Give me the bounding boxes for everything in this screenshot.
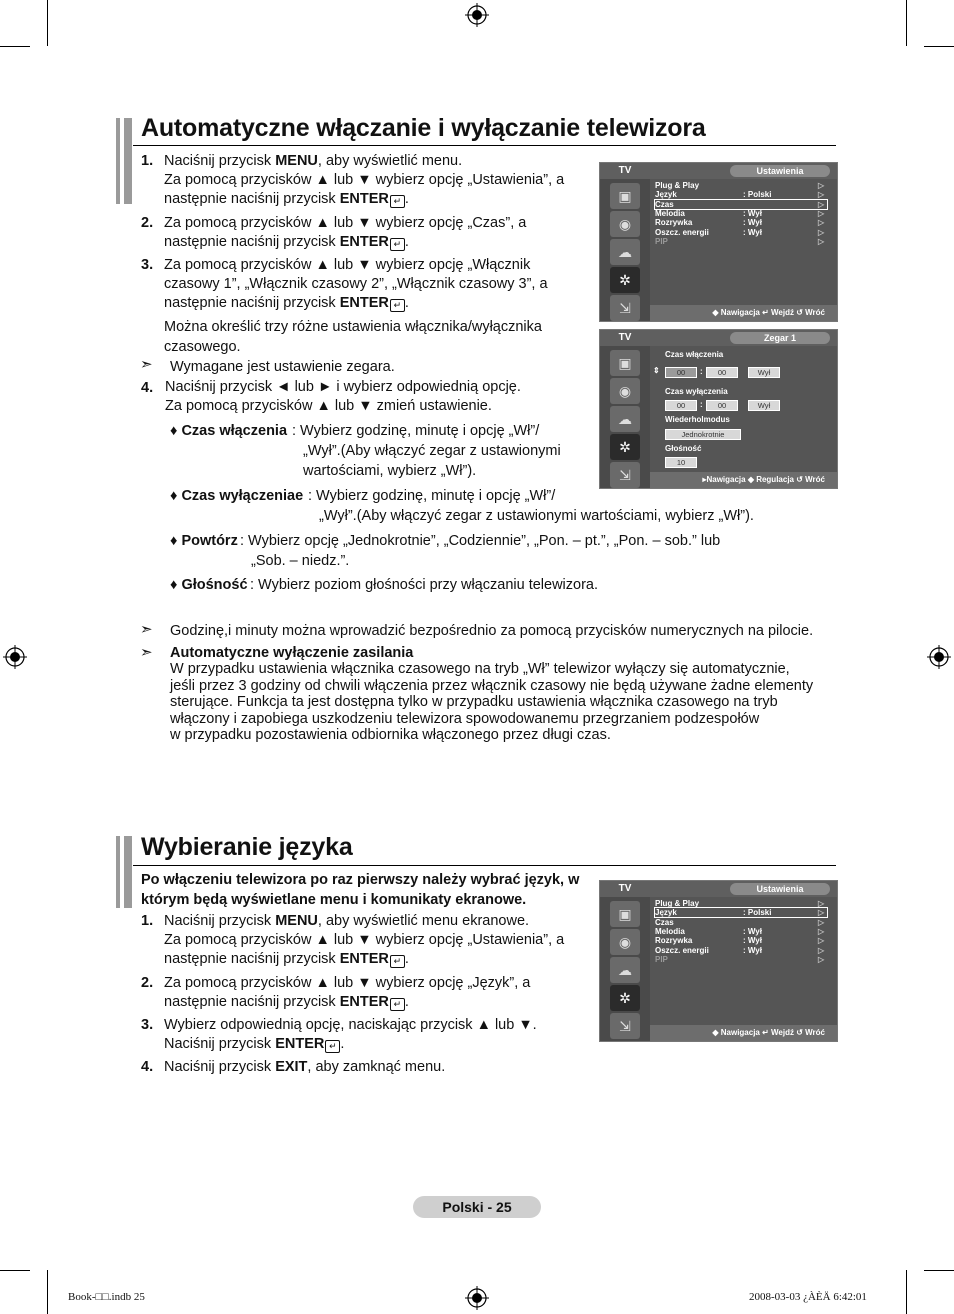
bullet-label: ♦ Czas wyłączeniae (170, 488, 304, 504)
osd-menu-item: Rozrywka : Wył ▷ (655, 936, 825, 946)
volume-value: 10 (665, 457, 697, 468)
crop-mark (924, 46, 954, 47)
timer-off-hour: 00 (665, 400, 697, 411)
sound-icon: ◉ (610, 929, 640, 955)
step-text: Za pomocą przycisków ▲ lub ▼ wybierz opcję „Czas”, a (164, 215, 527, 231)
bullet-text: „Wył”.(Aby włączyć zegar z ustawionymi wartościami, wybierz „Wł”). (319, 508, 754, 524)
note-arrow-icon: ➣ (140, 644, 153, 661)
step-text: następnie naciśnij przycisk ENTER ↵ . (164, 234, 409, 250)
osd-footer: ◆ Nawigacja ↵ Wejdź ↺ Wróć (650, 1025, 837, 1041)
osd-menu-item: Język : Polski ▷ (655, 908, 827, 917)
step-number: 1. (141, 913, 154, 929)
step-text: Za pomocą przycisków ▲ lub ▼ wybierz opcję „Język”, a (164, 975, 531, 991)
osd-menu-item: PIP ▷ (655, 954, 825, 964)
arrow-right-icon: ▷ (818, 236, 825, 246)
osd-title: Zegar 1 (730, 332, 830, 344)
osd-menu-item: Czas ▷ (655, 200, 827, 209)
note-text: Wymagane jest ustawienie zegara. (170, 359, 395, 375)
step-text: następnie naciśnij przycisk ENTER ↵ . (164, 191, 409, 207)
arrow-right-icon: ▷ (818, 908, 825, 918)
timer-on-label: Czas włączenia (665, 350, 724, 359)
channel-icon: ☁ (610, 239, 640, 265)
arrow-right-icon: ▷ (818, 899, 825, 908)
step-text: Naciśnij przycisk MENU, aby wyświetlić menu. (164, 153, 463, 169)
arrow-right-icon: ▷ (818, 954, 825, 964)
setup-icon: ✲ (610, 985, 640, 1011)
step-text: Wybierz odpowiednią opcję, naciskając przycisk ▲ lub ▼. (164, 1017, 537, 1033)
step-text: czasowy 1”, „Włącznik czasowy 2”, „Włącznik czasowy 3”, a (164, 276, 548, 292)
picture-icon: ▣ (610, 350, 640, 376)
note-text: jeśli przez 3 godziny od chwili włączenia przez włącznik czasowy nie będą używane żadne elementy (170, 677, 814, 694)
osd-menu-item: Melodia : Wył ▷ (655, 926, 825, 936)
timer-on-minute: 00 (706, 367, 738, 378)
bullet-text: : Wybierz poziom głośności przy włączaniu telewizora. (250, 577, 598, 593)
osd-title: Ustawienia (730, 165, 830, 177)
setup-icon: ✲ (610, 267, 640, 293)
osd-footer: ▸Nawigacja ◆ Regulacja ↺ Wróć (650, 472, 837, 488)
osd-timer-menu (599, 329, 838, 489)
bullet-text: „Sob. – niedz.”. (251, 553, 350, 569)
channel-icon: ☁ (610, 957, 640, 983)
timer-on-state: Wył (748, 367, 780, 378)
timer-off-minute: 00 (706, 400, 738, 411)
registration-mark-icon (3, 645, 27, 669)
crop-mark (47, 0, 48, 46)
note-text: w przypadku pozostawienia odbiornika włączonego przez długi czas. (170, 727, 611, 743)
osd-timer-panel: Czas włączenia ⇕ 00 : 00 Wył Czas wyłączenia 00 : 00 Wył Wiederholmodus Jednokrotnie Głośność 10 (650, 346, 837, 472)
crop-mark (0, 46, 30, 47)
osd-footer: ◆ Nawigacja ↵ Wejdź ↺ Wróć (650, 305, 837, 321)
intro-text: którym będą wyświetlane menu i komunikaty ekranowe. (141, 891, 527, 908)
bullet-text: wartościami, wybierz „Wł”). (303, 463, 477, 479)
arrow-right-icon: ▷ (818, 945, 825, 955)
section-rule (133, 865, 836, 866)
osd-menu-item: Rozrywka : Wył ▷ (655, 218, 825, 228)
note-arrow-icon: ➣ (140, 621, 153, 638)
timer-on-hour: 00 (665, 367, 697, 378)
step-text: Naciśnij przycisk EXIT, aby zamknąć menu. (164, 1059, 446, 1075)
osd-menu-item: Melodia : Wył ▷ (655, 208, 825, 218)
osd-tv-label: TV (600, 881, 650, 897)
sound-icon: ◉ (610, 378, 640, 404)
section-rule (133, 145, 836, 146)
bullet-label: ♦ Powtórz (170, 533, 238, 549)
bullet-label: ♦ Czas włączenia (170, 423, 288, 439)
osd-menu-item: Język : Polski ▷ (655, 190, 825, 200)
enter-icon: ↵ (390, 955, 405, 968)
step-text: Za pomocą przycisków ▲ lub ▼ wybierz opcję „Ustawienia”, a (164, 932, 565, 948)
step-text: następnie naciśnij przycisk ENTER ↵ . (164, 295, 409, 311)
setup-icon: ✲ (610, 434, 640, 460)
crop-mark (0, 1270, 30, 1271)
crop-mark (906, 0, 907, 46)
osd-menu-item: Oszcz. energii : Wył ▷ (655, 227, 825, 237)
osd-menu-item: Czas ▷ (655, 917, 825, 927)
osd-menu-item: Plug & Play ▷ (655, 181, 825, 190)
volume-label: Głośność (665, 444, 702, 453)
print-slug-right: 2008-03-03 ¿ÀÈÄ 6:42:01 (749, 1291, 867, 1303)
repeat-label: Wiederholmodus (665, 415, 730, 424)
osd-sidebar (600, 179, 650, 321)
picture-icon: ▣ (610, 183, 640, 209)
osd-menu-item: Oszcz. energii : Wył ▷ (655, 945, 825, 955)
registration-mark-icon (927, 645, 951, 669)
step-text: Za pomocą przycisków ▲ lub ▼ wybierz opcję „Włącznik (164, 257, 531, 273)
input-icon: ⇲ (610, 1013, 640, 1039)
registration-mark-icon (465, 1286, 489, 1310)
intro-text: Po włączeniu telewizora po raz pierwszy należy wybrać język, w (141, 872, 580, 888)
step-text: Naciśnij przycisk MENU, aby wyświetlić menu ekranowe. (164, 913, 530, 929)
step-text: Za pomocą przycisków ▲ lub ▼ zmień ustawienie. (165, 398, 492, 414)
osd-sidebar (600, 346, 650, 488)
step-text: Można określić trzy różne ustawienia włącznika/wyłącznika (164, 319, 542, 335)
step-text: czasowego. (164, 338, 241, 355)
sound-icon: ◉ (610, 211, 640, 237)
osd-menu-item: Plug & Play ▷ (655, 899, 825, 908)
arrow-right-icon: ▷ (818, 199, 825, 209)
section-title: Wybieranie języka (141, 833, 353, 861)
step-text: Naciśnij przycisk ENTER ↵ . (164, 1036, 345, 1052)
step-text: następnie naciśnij przycisk ENTER ↵ . (164, 994, 409, 1010)
note-text: włączony i zapobiega uszkodzeniu telewizora spowodowanemu przegrzaniem podzespołów (170, 710, 760, 727)
bullet-text: „Wył”.(Aby włączyć zegar z ustawionymi (303, 443, 561, 459)
arrow-right-icon: ▷ (818, 190, 825, 200)
osd-title: Ustawienia (730, 883, 830, 895)
channel-icon: ☁ (610, 406, 640, 432)
enter-icon: ↵ (325, 1040, 340, 1053)
osd-menu-list (650, 179, 837, 305)
note-arrow-icon: ➣ (140, 356, 153, 373)
section-bar (116, 118, 132, 204)
step-text: Naciśnij przycisk ◄ lub ► i wybierz odpowiednią opcję. (165, 379, 521, 395)
step-text: Za pomocą przycisków ▲ lub ▼ wybierz opcję „Ustawienia”, a (164, 172, 565, 188)
step-number: 3. (141, 1017, 154, 1033)
step-number: 2. (141, 215, 154, 231)
page-number: Polski - 25 (413, 1196, 541, 1218)
section-title: Automatyczne włączanie i wyłączanie telewizora (141, 114, 706, 142)
osd-menu-list (650, 897, 837, 1025)
registration-mark-icon (465, 3, 489, 27)
step-number: 2. (141, 975, 154, 991)
osd-settings-menu (599, 162, 838, 322)
bullet-text: : Wybierz godzinę, minutę i opcję „Wł”/ (292, 423, 540, 439)
up-down-icon: ⇕ (653, 366, 660, 375)
arrow-right-icon: ▷ (818, 917, 825, 927)
crop-mark (924, 1270, 954, 1271)
enter-icon: ↵ (390, 998, 405, 1011)
note-text: sterujące. Funkcja ta jest dostępna tylko w przypadku ustawienia włącznika czasowego na tryb (170, 694, 778, 710)
note-text: Godzinę,i minuty można wprowadzić bezpośrednio za pomocą przycisków numerycznych na pilocie. (170, 623, 814, 639)
section-bar (116, 836, 132, 908)
arrow-right-icon: ▷ (818, 218, 825, 228)
osd-tv-label: TV (600, 330, 650, 346)
enter-icon: ↵ (390, 238, 405, 251)
repeat-value: Jednokrotnie (665, 429, 741, 440)
step-number: 4. (141, 380, 154, 396)
input-icon: ⇲ (610, 295, 640, 321)
picture-icon: ▣ (610, 901, 640, 927)
enter-icon: ↵ (390, 299, 405, 312)
note-title: Automatyczne wyłączenie zasilania (170, 645, 414, 661)
arrow-right-icon: ▷ (818, 181, 825, 190)
step-text: następnie naciśnij przycisk ENTER ↵ . (164, 951, 409, 967)
timer-off-label: Czas wyłączenia (665, 387, 728, 396)
bullet-text: : Wybierz godzinę, minutę i opcję „Wł”/ (308, 488, 556, 504)
enter-icon: ↵ (390, 195, 405, 208)
arrow-right-icon: ▷ (818, 926, 825, 936)
step-number: 1. (141, 153, 154, 169)
step-number: 4. (141, 1059, 154, 1075)
note-text: W przypadku ustawienia włącznika czasowego na tryb „Wł” telewizor wyłączy się automatycznie, (170, 661, 790, 677)
crop-mark (906, 1270, 907, 1314)
bullet-label: ♦ Głośność (170, 577, 248, 593)
timer-off-state: Wył (748, 400, 780, 411)
arrow-right-icon: ▷ (818, 936, 825, 946)
step-number: 3. (141, 257, 154, 273)
osd-sidebar (600, 897, 650, 1041)
osd-menu-item: PIP ▷ (655, 236, 825, 246)
crop-mark (47, 1270, 48, 1314)
osd-language-menu (599, 880, 838, 1042)
arrow-right-icon: ▷ (818, 227, 825, 237)
print-slug-left: Book-□□.indb 25 (68, 1291, 145, 1303)
bullet-text: : Wybierz opcję „Jednokrotnie”, „Codziennie”, „Pon. – pt.”, „Pon. – sob.” lub (240, 533, 721, 549)
input-icon: ⇲ (610, 462, 640, 488)
osd-tv-label: TV (600, 163, 650, 179)
arrow-right-icon: ▷ (818, 208, 825, 218)
